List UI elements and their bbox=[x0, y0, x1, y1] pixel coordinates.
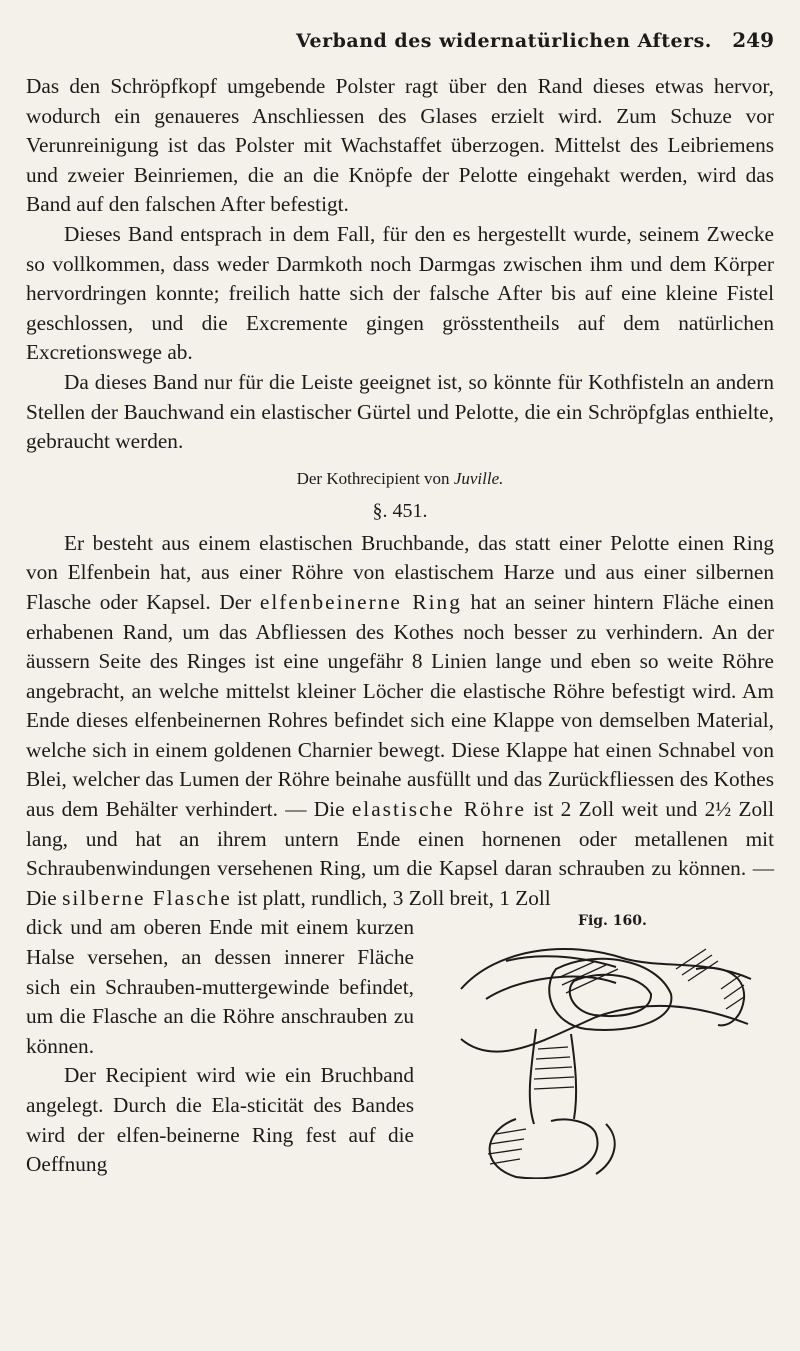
paragraph-description bbox=[26, 529, 774, 914]
figure-160 bbox=[446, 913, 776, 1183]
paragraph-polster: Das den Schröpfkopf umgebende Polster ragt über den Rand dieses etwas hervor, wodurch ein genaueres Anschliessen des Glases erzielt wird. Zum Schuze vor Verunreinigung ist das Polster mit Wachstaffet überzogen. Mittelst des Leibriemens und zweier Beinriemen, die an die Knöpfe der Pelotte eingehakt werden, wird das Band auf den falschen After befestigt. bbox=[26, 74, 774, 217]
section-heading bbox=[26, 468, 774, 490]
paragraph-band-zweck: Dieses Band entsprach in dem Fall, für den es hergestellt wurde, seinem Zwecke so vollkommen, dass weder Darmkoth noch Darmgas zwischen ihm und dem Körper hervordringen konnte; freilich hatte sich der falsche After bis auf eine kleine Fistel geschlossen, und die Excremente gingen grösstentheils auf dem natürlichen Excretionswege ab. bbox=[26, 221, 774, 365]
page-number: 249 bbox=[732, 28, 774, 52]
kothrecipient-illustration-icon bbox=[456, 929, 756, 1179]
running-head-title: Verband des widernatürlichen Afters. bbox=[296, 30, 712, 52]
running-head bbox=[26, 28, 774, 72]
paragraph-number: §. 451. bbox=[372, 499, 428, 522]
emphasis-roehre: elastische Röhre bbox=[351, 797, 526, 822]
text-run: ist platt, rundlich, 3 Zoll breit, 1 Zoll bbox=[231, 885, 551, 910]
book-page bbox=[26, 28, 774, 1328]
paragraph-kothfisteln: Da dieses Band nur für die Leiste geeignet ist, so könnte für Kothfisteln an andern Stellen der Bauchwand ein elastischer Gürtel und Pelotte, die ein Schröpfglas enthielte, gebraucht werden. bbox=[26, 369, 774, 454]
section-heading-prefix: Der Kothrecipient von bbox=[296, 468, 454, 488]
text-run: ist 2 Zoll weit und 2½ Zoll lang, und hat an ihrem untern Ende einen hornenen oder metallenen mit Schraubenwindungen versehenen Ring, um die Kapsel daran schrauben zu können. — Die bbox=[26, 797, 774, 910]
paragraph-anlegen: Der Recipient wird wie ein Bruchband angelegt. Durch die Ela-sticität des Bandes wird der elfen-beinerne Ring fest auf die Oeffnung bbox=[26, 1063, 414, 1177]
emphasis-flasche: silberne Flasche bbox=[62, 885, 232, 910]
section-heading-author: Juville. bbox=[453, 468, 504, 488]
paragraph-flasche-hals: dick und am oberen Ende mit einem kurzen Halse versehen, an dessen innerer Fläche sich ein Schrauben-muttergewinde befindet, um die Flasche an die Röhre anschrauben zu können. bbox=[26, 915, 414, 1058]
text-run: hat an seiner hintern Fläche einen erhabenen Rand, um das Abfliessen des Kothes noch besser zu verhindern. An der äussern Seite des Ringes ist eine ungefähr 8 Linien lange und eben so weite Röhre angebracht, an welche mittelst kleiner Löcher die elastische Röhre befestigt wird. Am Ende dieses elfenbeinernen Rohres befindet sich eine Klappe von demselben Material, welche sich in einem goldenen Charnier bewegt. Diese Klappe hat einen Schnabel von Blei, welcher das Lumen der Röhre beinahe ausfüllt und das Zurückfliessen des Kothes aus dem Behälter verhindert. — Die bbox=[26, 589, 774, 822]
figure-label: Fig. 160. bbox=[578, 913, 647, 930]
text-run: Er besteht aus einem elastischen Bruchbande, das statt einer Pelotte einen Ring von Elfenbein hat, aus einer Röhre von elastischem Harze und aus einer silbernen Flasche oder Kapsel. Der bbox=[26, 530, 774, 614]
figure-text-block bbox=[26, 913, 774, 1179]
emphasis-ring: elfenbeinerne Ring bbox=[259, 589, 462, 614]
